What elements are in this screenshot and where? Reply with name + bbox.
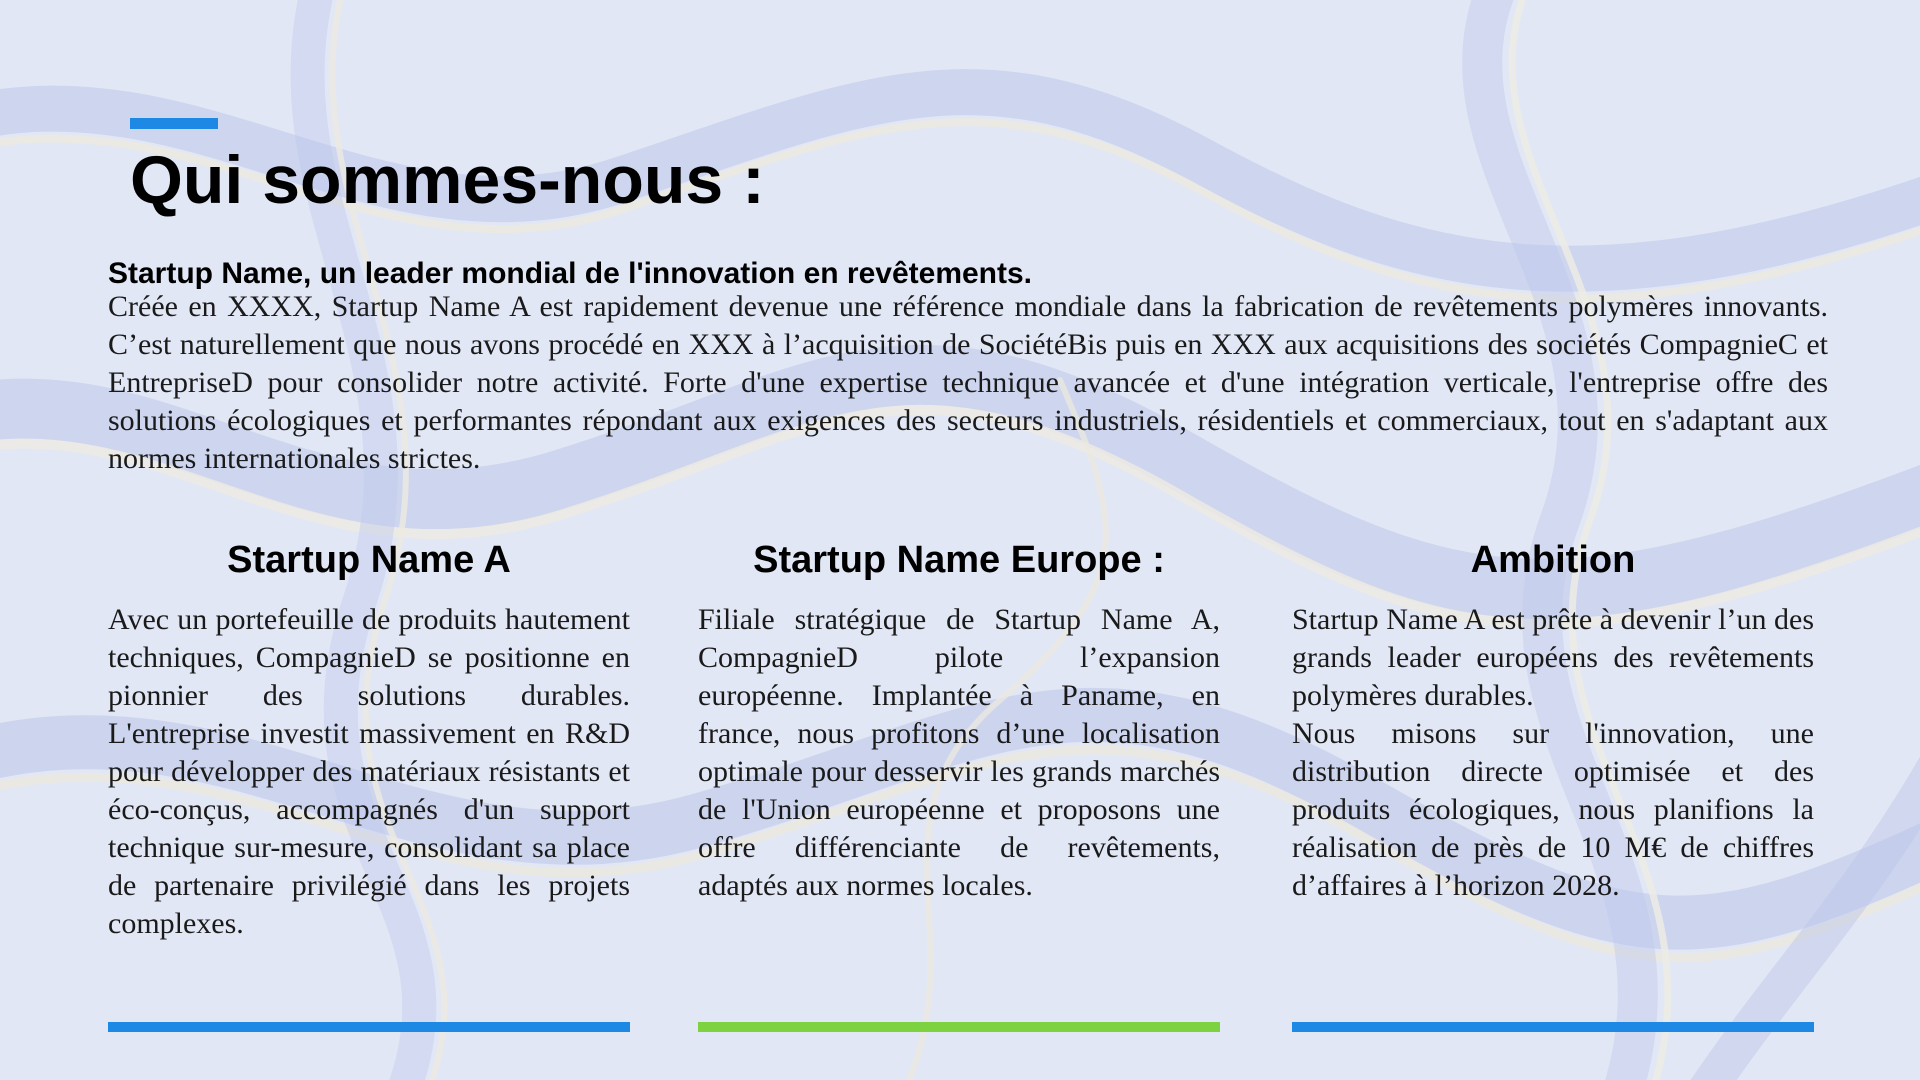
column-text — [1292, 601, 1814, 905]
column-paragraph: Nous misons sur l'innovation, une distribution directe optimisée et des produits écologiques, nous planifions la réalisation de près de 10 M€ de chiffres d’affaires à l’horizon 2028. — [1292, 717, 1814, 902]
column-title: Ambition — [1470, 539, 1636, 581]
intro-text: Créée en XXXX, Startup Name A est rapidement devenue une référence mondiale dans la fabrication de revêtements polymères innovants. C’est naturellement que nous avons procédé en XXX à l’acquisition de SociétéBis puis en XXX aux acquisitions des sociétés CompagnieC et EntrepriseD pour consolider notre activité. Forte d'une expertise technique avancée et d'une intégration verticale, l'entreprise offre des solutions écologiques et performantes répondant aux exigences des secteurs industriels, résidentiels et commerciaux, tout en s'adaptant aux normes internationales strictes. — [108, 290, 1828, 475]
title-accent-bar — [130, 118, 218, 129]
column-paragraph: Avec un portefeuille de produits hautement techniques, CompagnieD se positionne en pionnier des solutions durables. L'entreprise investit massivement en R&D pour développer des matériaux résistants et éco-conçus, accompagnés d'un support technique sur-mesure, consolidant sa place de partenaire privilégié dans les projets complexes. — [108, 603, 630, 940]
intro-heading: Startup Name, un leader mondial de l'innovation en revêtements. — [108, 257, 1033, 290]
column-underline-bar — [108, 1022, 630, 1032]
column-paragraph: Startup Name A est prête à devenir l’un des grands leader européens des revêtements polymères durables. — [1292, 603, 1814, 712]
column-title: Startup Name A — [227, 539, 511, 581]
column-underline-bar — [1292, 1022, 1814, 1032]
column-paragraph: Filiale stratégique de Startup Name A, CompagnieD pilote l’expansion européenne. Implantée à Paname, en france, nous profitons d’une localisation optimale pour desservir les grands marchés de l'Union européenne et proposons une offre différenciante de revêtements, adaptés aux normes locales. — [698, 603, 1220, 902]
column-title: Startup Name Europe : — [753, 539, 1165, 581]
column-underline-bar — [698, 1022, 1220, 1032]
page-title: Qui sommes-nous : — [130, 142, 765, 218]
column-startup-name-europe — [698, 530, 1220, 905]
column-ambition — [1292, 530, 1814, 905]
column-text — [108, 601, 630, 943]
column-text — [698, 601, 1220, 905]
column-startup-name-a — [108, 530, 630, 943]
